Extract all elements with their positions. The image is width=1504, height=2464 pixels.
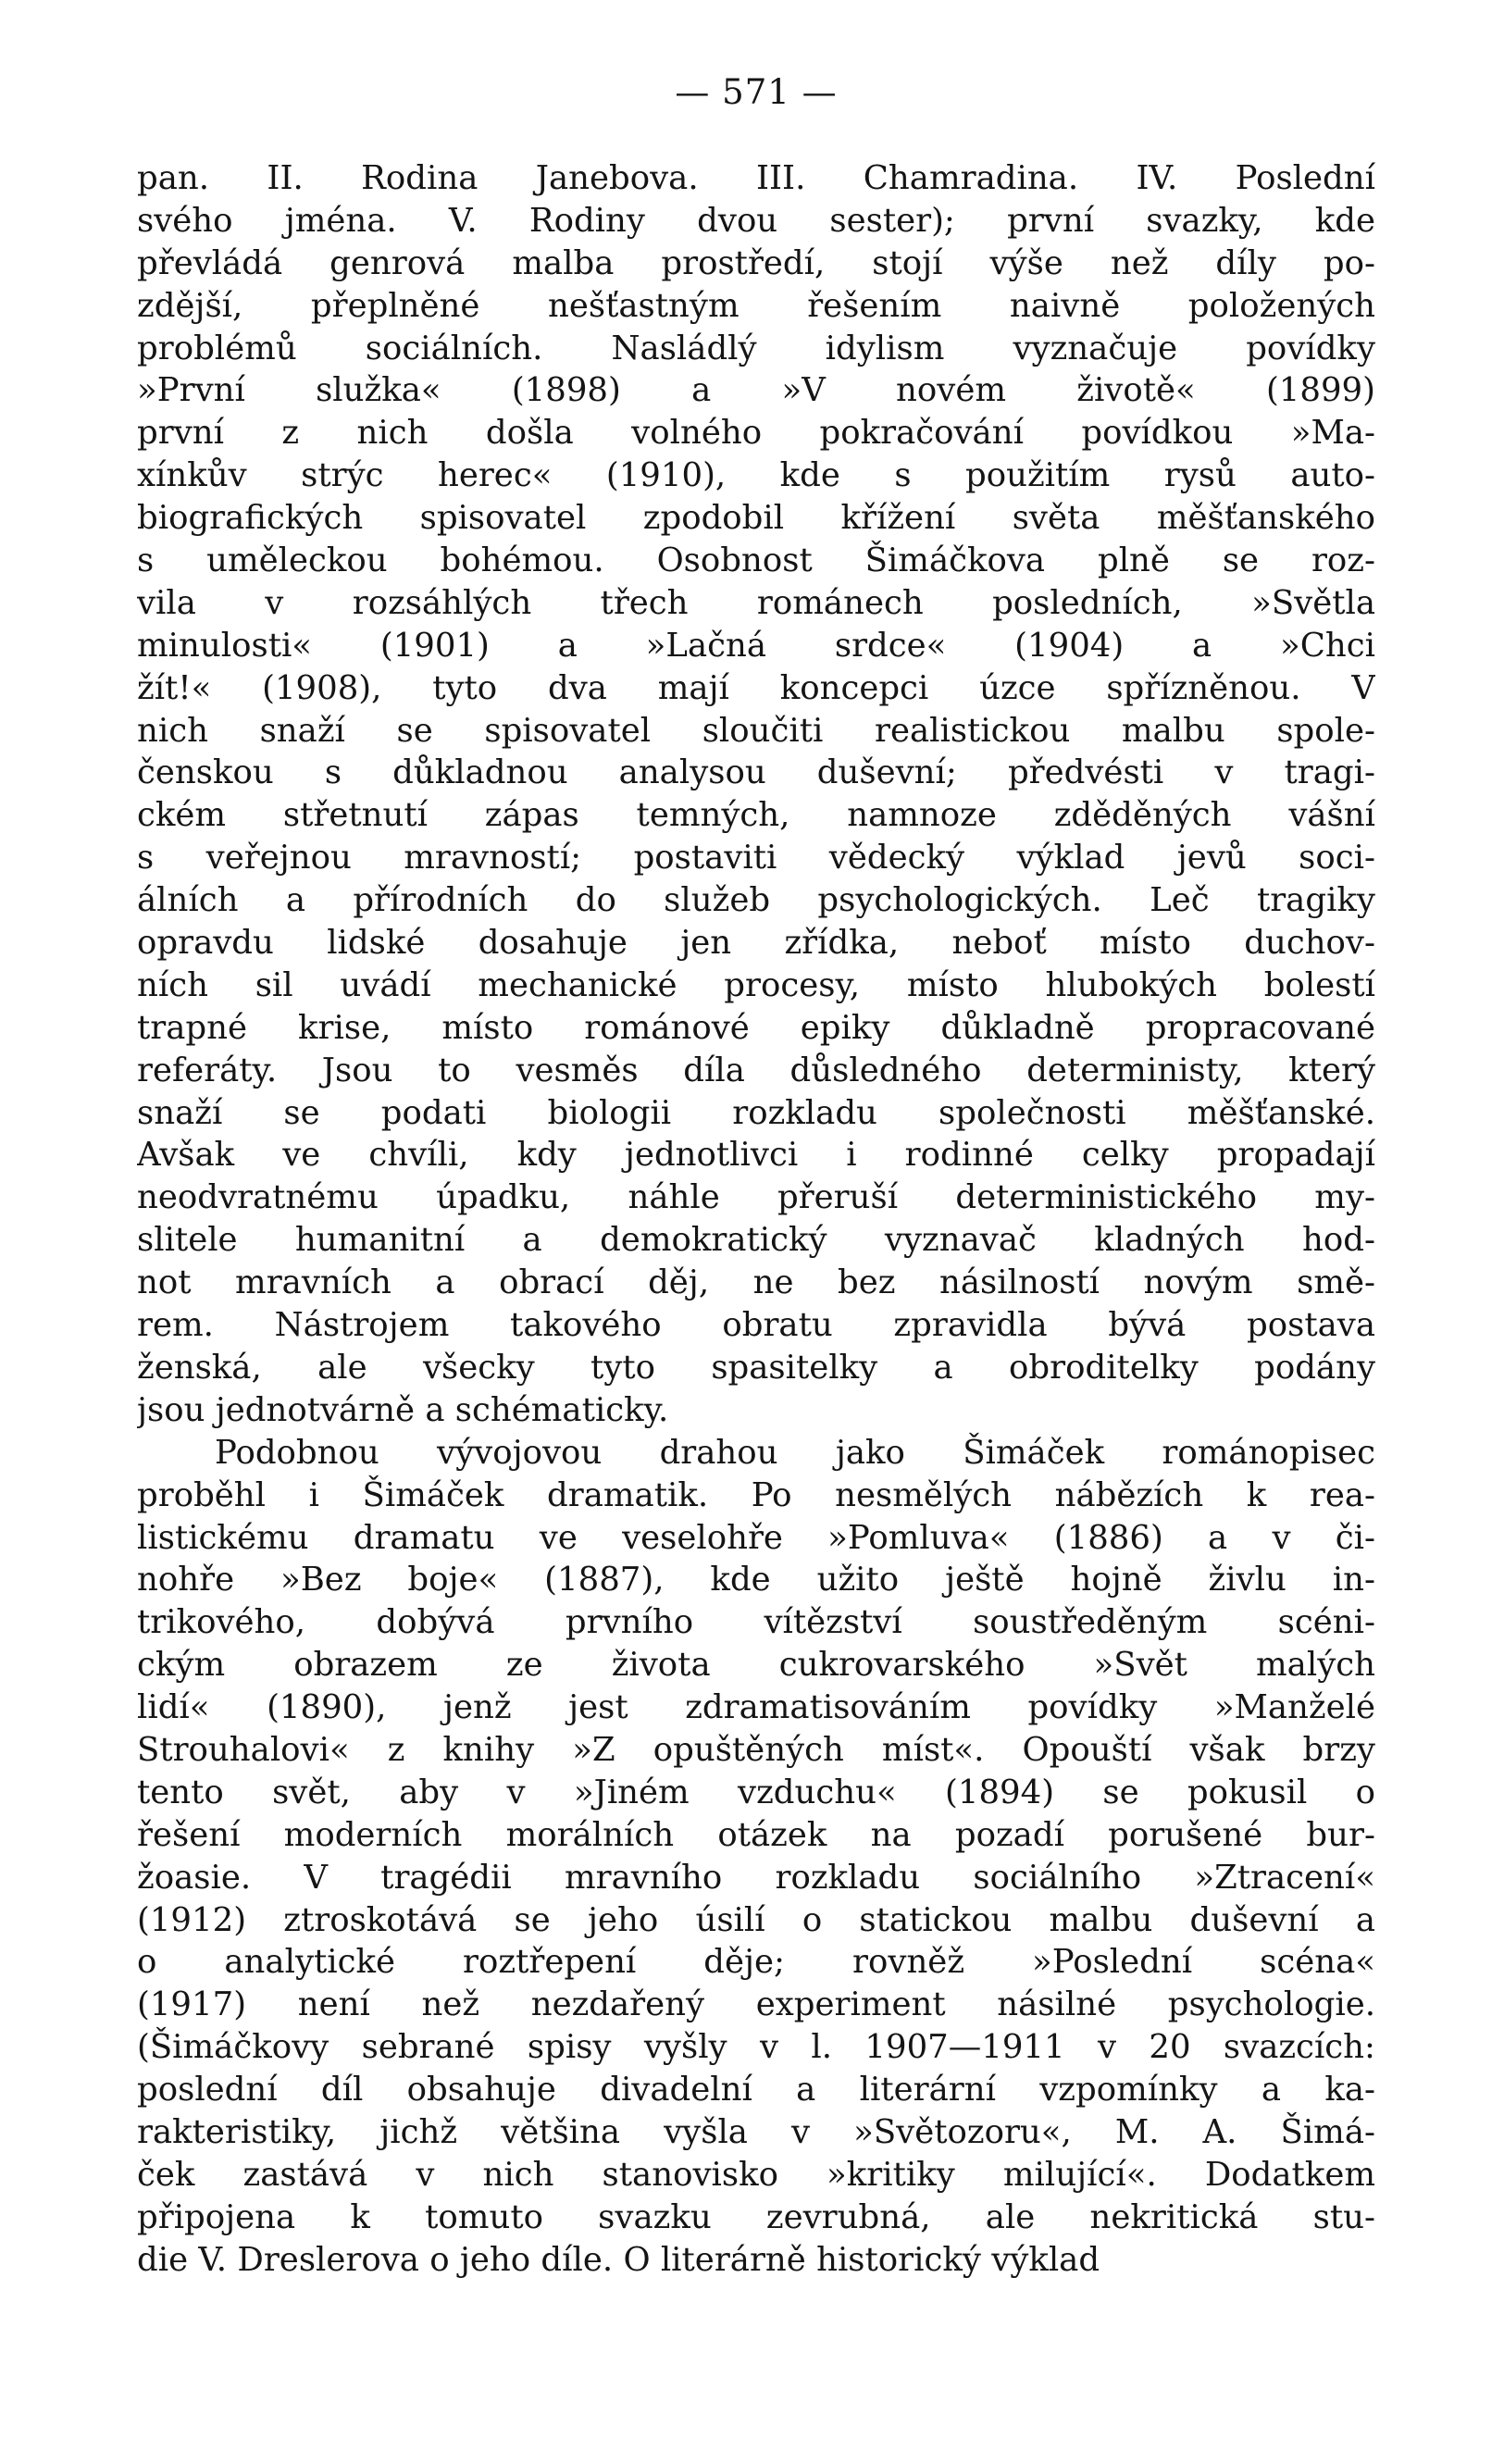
text-line: problémů sociálních. Nasládlý idylism vyznačuje povídky: [137, 329, 1375, 367]
text-line: die V. Dreslerova o jeho díle. O literárně historický výklad: [137, 2240, 1100, 2279]
text-line: ženská, ale všecky tyto spasitelky a obroditelky podány: [137, 1348, 1375, 1387]
text-line: zdější, přeplněné nešťastným řešením naivně položených: [137, 286, 1375, 325]
text-body: [137, 157, 1375, 2282]
text-line: (1912) ztroskotává se jeho úsilí o statickou malbu duševní a: [137, 1900, 1375, 1939]
text-line: slitele humanitní a demokratický vyznavač kladných hod-: [137, 1221, 1375, 1260]
text-line: not mravních a obrací děj, ne bez násilností novým smě-: [137, 1263, 1375, 1302]
text-line: ních sil uvádí mechanické procesy, místo hlubokých bolestí: [137, 965, 1375, 1004]
text-line: xínkův strýc herec« (1910), kde s použitím rysů auto-: [137, 456, 1375, 495]
text-line: svého jména. V. Rodiny dvou sester); první svazky, kde: [137, 201, 1375, 240]
text-line: první z nich došla volného pokračování povídkou »Ma-: [137, 414, 1375, 453]
text-line: ček zastává v nich stanovisko »kritiky milující«. Dodatkem: [137, 2155, 1375, 2194]
paragraph-2: [137, 1432, 1375, 2282]
text-line: referáty. Jsou to vesměs díla důsledného deterministy, který: [137, 1051, 1375, 1089]
text-line: lidí« (1890), jenž jest zdramatisováním povídky »Manželé: [137, 1688, 1375, 1727]
text-line: trikového, dobývá prvního vítězství soustředěným scéni-: [137, 1603, 1375, 1642]
text-line: žít!« (1908), tyto dva mají koncepci úzce spřízněnou. V: [137, 668, 1375, 707]
text-line: álních a přírodních do služeb psychologických. Leč tragiky: [137, 881, 1375, 920]
text-line: biografických spisovatel zpodobil křížení světa měšťanského: [137, 499, 1375, 538]
text-line: řešení moderních morálních otázek na pozadí porušené bur-: [137, 1815, 1375, 1854]
text-line: ckým obrazem ze života cukrovarského »Svět malých: [137, 1646, 1375, 1685]
text-line: s veřejnou mravností; postaviti vědecký výklad jevů soci-: [137, 839, 1375, 877]
text-line: čenskou s důkladnou analysou duševní; předvésti v tragi-: [137, 753, 1375, 792]
text-line: (1917) není než nezdařený experiment násilné psychologie.: [137, 1985, 1375, 2024]
text-line: jsou jednotvárně a schématicky.: [137, 1390, 669, 1429]
text-line: tento svět, aby v »Jiném vzduchu« (1894) se pokusil o: [137, 1773, 1375, 1811]
text-line: Avšak ve chvíli, kdy jednotlivci i rodinné celky propadají: [137, 1136, 1375, 1175]
text-line: připojena k tomuto svazku zevrubná, ale nekritická stu-: [137, 2197, 1375, 2236]
book-page: [137, 65, 1375, 2282]
text-line: minulosti« (1901) a »Lačná srdce« (1904) a »Chci: [137, 626, 1375, 665]
text-line: nich snaží se spisovatel sloučiti realistickou malbu spole-: [137, 711, 1375, 750]
page-number: — 571 —: [675, 72, 838, 112]
text-line: poslední díl obsahuje divadelní a literární vzpomínky a ka-: [137, 2071, 1375, 2109]
text-line: snaží se podati biologii rozkladu společnosti měšťanské.: [137, 1093, 1375, 1132]
text-line: trapné krise, místo románové epiky důkladně propracované: [137, 1008, 1375, 1047]
text-line: proběhl i Šimáček dramatik. Po nesmělých nábězích k rea-: [137, 1475, 1375, 1514]
text-line: (Šimáčkovy sebrané spisy vyšly v l. 1907—1911 v 20 svazcích:: [137, 2028, 1375, 2067]
text-line: o analytické roztřepení děje; rovněž »Poslední scéna«: [137, 1943, 1375, 1982]
text-line: vila v rozsáhlých třech románech posledních, »Světla: [137, 583, 1375, 622]
text-line: listickému dramatu ve veselohře »Pomluva« (1886) a v či-: [137, 1518, 1375, 1557]
text-line: »První služka« (1898) a »V novém životě« (1899): [137, 371, 1375, 410]
text-line: pan. II. Rodina Janebova. III. Chamradina. IV. Poslední: [137, 159, 1375, 197]
text-line: žoasie. V tragédii mravního rozkladu sociálního »Ztracení«: [137, 1858, 1375, 1897]
text-line: nohře »Bez boje« (1887), kde užito ještě hojně živlu in-: [137, 1561, 1375, 1599]
text-line: neodvratnému úpadku, náhle přeruší deterministického my-: [137, 1178, 1375, 1217]
text-line: převládá genrová malba prostředí, stojí výše než díly po-: [137, 243, 1375, 282]
paragraph-1: [137, 157, 1375, 1432]
text-line: s uměleckou bohémou. Osobnost Šimáčkova plně se roz-: [137, 541, 1375, 580]
text-line: rem. Nástrojem takového obratu zpravidla bývá postava: [137, 1306, 1375, 1345]
text-line: opravdu lidské dosahuje jen zřídka, neboť místo duchov-: [137, 924, 1375, 963]
text-line: Podobnou vývojovou drahou jako Šimáček románopisec: [215, 1433, 1375, 1472]
text-line: ckém střetnutí zápas temných, namnoze zděděných vášní: [137, 796, 1375, 835]
text-line: rakteristiky, jichž většina vyšla v »Světozoru«, M. A. Šimá-: [137, 2112, 1375, 2151]
text-line: Strouhalovi« z knihy »Z opuštěných míst«. Opouští však brzy: [137, 1730, 1375, 1769]
